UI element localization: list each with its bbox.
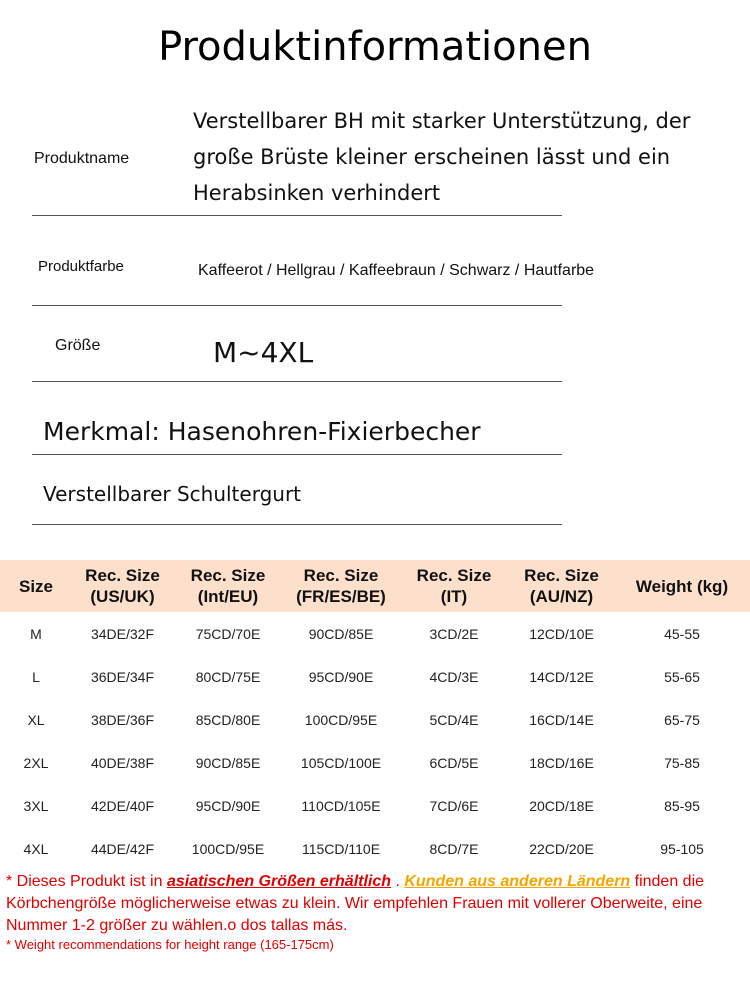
- table-cell: 80CD/75E: [195, 668, 261, 685]
- size-chart-header-cell: [509, 560, 614, 612]
- table-cell: 16CD/14E: [529, 711, 594, 728]
- size-chart-header-row: [0, 560, 750, 612]
- size-note: [6, 871, 746, 937]
- table-cell: 14CD/12E: [529, 668, 594, 685]
- product-name-line: Verstellbarer BH mit starker Unterstützung, der: [193, 109, 691, 133]
- table-cell: 85-95: [664, 797, 700, 814]
- table-cell: 34DE/32F: [90, 625, 155, 642]
- table-cell: 3XL: [23, 797, 49, 814]
- note-highlight-other-countries: Kunden aus anderen Ländern: [404, 873, 631, 890]
- table-cell: 95CD/90E: [308, 668, 374, 685]
- weight-note: * Weight recommendations for height range (165-175cm): [6, 937, 334, 952]
- header-line: (US/UK): [90, 587, 155, 606]
- header-line: (AU/NZ): [529, 587, 594, 606]
- table-cell: 42DE/40F: [90, 797, 155, 814]
- table-cell: 95CD/90E: [195, 797, 261, 814]
- table-cell: 8CD/7E: [429, 840, 479, 857]
- size-chart-header-cell: [72, 560, 173, 612]
- table-cell: 85CD/80E: [195, 711, 261, 728]
- product-name-line: Herabsinken verhindert: [193, 181, 441, 205]
- header-line: Rec. Size: [416, 566, 492, 585]
- table-cell: 90CD/85E: [195, 754, 261, 771]
- header-line: Rec. Size: [524, 566, 599, 585]
- table-cell: 75-85: [664, 754, 700, 771]
- header-line: Rec. Size: [85, 566, 160, 585]
- table-row: [0, 612, 750, 655]
- note-text: finden die Körbchengröße möglicherweise etwas zu klein. Wir empfehlen Frauen mit vollerer Oberweite, eine Nummer 1-2 größer zu wählen.o dos tallas más.: [6, 873, 705, 934]
- page-title: Produktinformationen: [158, 24, 592, 70]
- note-highlight-asian-sizes: asiatischen Größen erhältlich: [166, 873, 392, 890]
- table-cell: 75CD/70E: [195, 625, 261, 642]
- table-cell: 12CD/10E: [529, 625, 594, 642]
- table-cell: 18CD/16E: [529, 754, 594, 771]
- product-name-value: [193, 103, 743, 211]
- header-line: (IT): [440, 587, 468, 606]
- table-cell: 7CD/6E: [429, 797, 479, 814]
- table-cell: M: [30, 625, 42, 642]
- note-text: .: [391, 873, 405, 890]
- table-cell: 45-55: [664, 625, 700, 642]
- size-chart-header-cell: [399, 560, 509, 612]
- table-cell: 36DE/34F: [90, 668, 155, 685]
- table-cell: 2XL: [23, 754, 49, 771]
- header-line: Weight (kg): [635, 576, 729, 596]
- table-row: [0, 827, 750, 870]
- table-cell: 100CD/95E: [304, 711, 378, 728]
- header-line: (Int/EU): [197, 587, 259, 606]
- size-chart-header-cell: [614, 560, 750, 612]
- product-size-label: Größe: [55, 337, 101, 354]
- table-cell: 115CD/110E: [301, 840, 381, 857]
- product-color-value: Kaffeerot / Hellgrau / Kaffeebraun / Schwarz / Hautfarbe: [198, 262, 595, 279]
- table-cell: 20CD/18E: [529, 797, 594, 814]
- table-cell: 90CD/85E: [308, 625, 374, 642]
- table-row: [0, 698, 750, 741]
- product-name-label: Produktname: [34, 150, 130, 167]
- size-chart-header-cell: [0, 560, 72, 612]
- feature-text: Merkmal: Hasenohren-Fixierbecher: [43, 417, 481, 446]
- size-chart-header-cell: [283, 560, 399, 612]
- table-row: [0, 784, 750, 827]
- table-cell: 100CD/95E: [191, 840, 265, 857]
- table-cell: 3CD/2E: [429, 625, 479, 642]
- product-name-line: große Brüste kleiner erscheinen lässt und ein: [193, 145, 671, 169]
- header-line: (FR/ES/BE): [296, 587, 386, 606]
- header-line: Size: [18, 576, 54, 596]
- table-cell: 95-105: [660, 840, 704, 857]
- size-chart-header-cell: [173, 560, 283, 612]
- table-row: [0, 741, 750, 784]
- note-text: * Dieses Produkt ist in: [6, 873, 167, 890]
- table-cell: L: [32, 668, 40, 685]
- feature2-text: Verstellbarer Schultergurt: [43, 482, 302, 506]
- table-cell: 38DE/36F: [90, 711, 155, 728]
- table-row: [0, 655, 750, 698]
- table-cell: 5CD/4E: [429, 711, 479, 728]
- table-cell: 105CD/100E: [300, 754, 382, 771]
- table-cell: 4CD/3E: [429, 668, 479, 685]
- header-line: Rec. Size: [190, 566, 266, 585]
- header-line: Rec. Size: [303, 566, 379, 585]
- size-chart-table: [0, 560, 750, 870]
- table-cell: 65-75: [664, 711, 700, 728]
- product-size-value: M~4XL: [213, 336, 314, 369]
- product-color-label: Produktfarbe: [38, 258, 124, 275]
- table-cell: 6CD/5E: [429, 754, 479, 771]
- table-cell: 110CD/105E: [301, 797, 381, 814]
- table-cell: 40DE/38F: [90, 754, 155, 771]
- table-cell: 55-65: [664, 668, 700, 685]
- table-cell: 22CD/20E: [529, 840, 594, 857]
- table-cell: 44DE/42F: [90, 840, 155, 857]
- table-cell: XL: [27, 711, 45, 728]
- table-cell: 4XL: [23, 840, 49, 857]
